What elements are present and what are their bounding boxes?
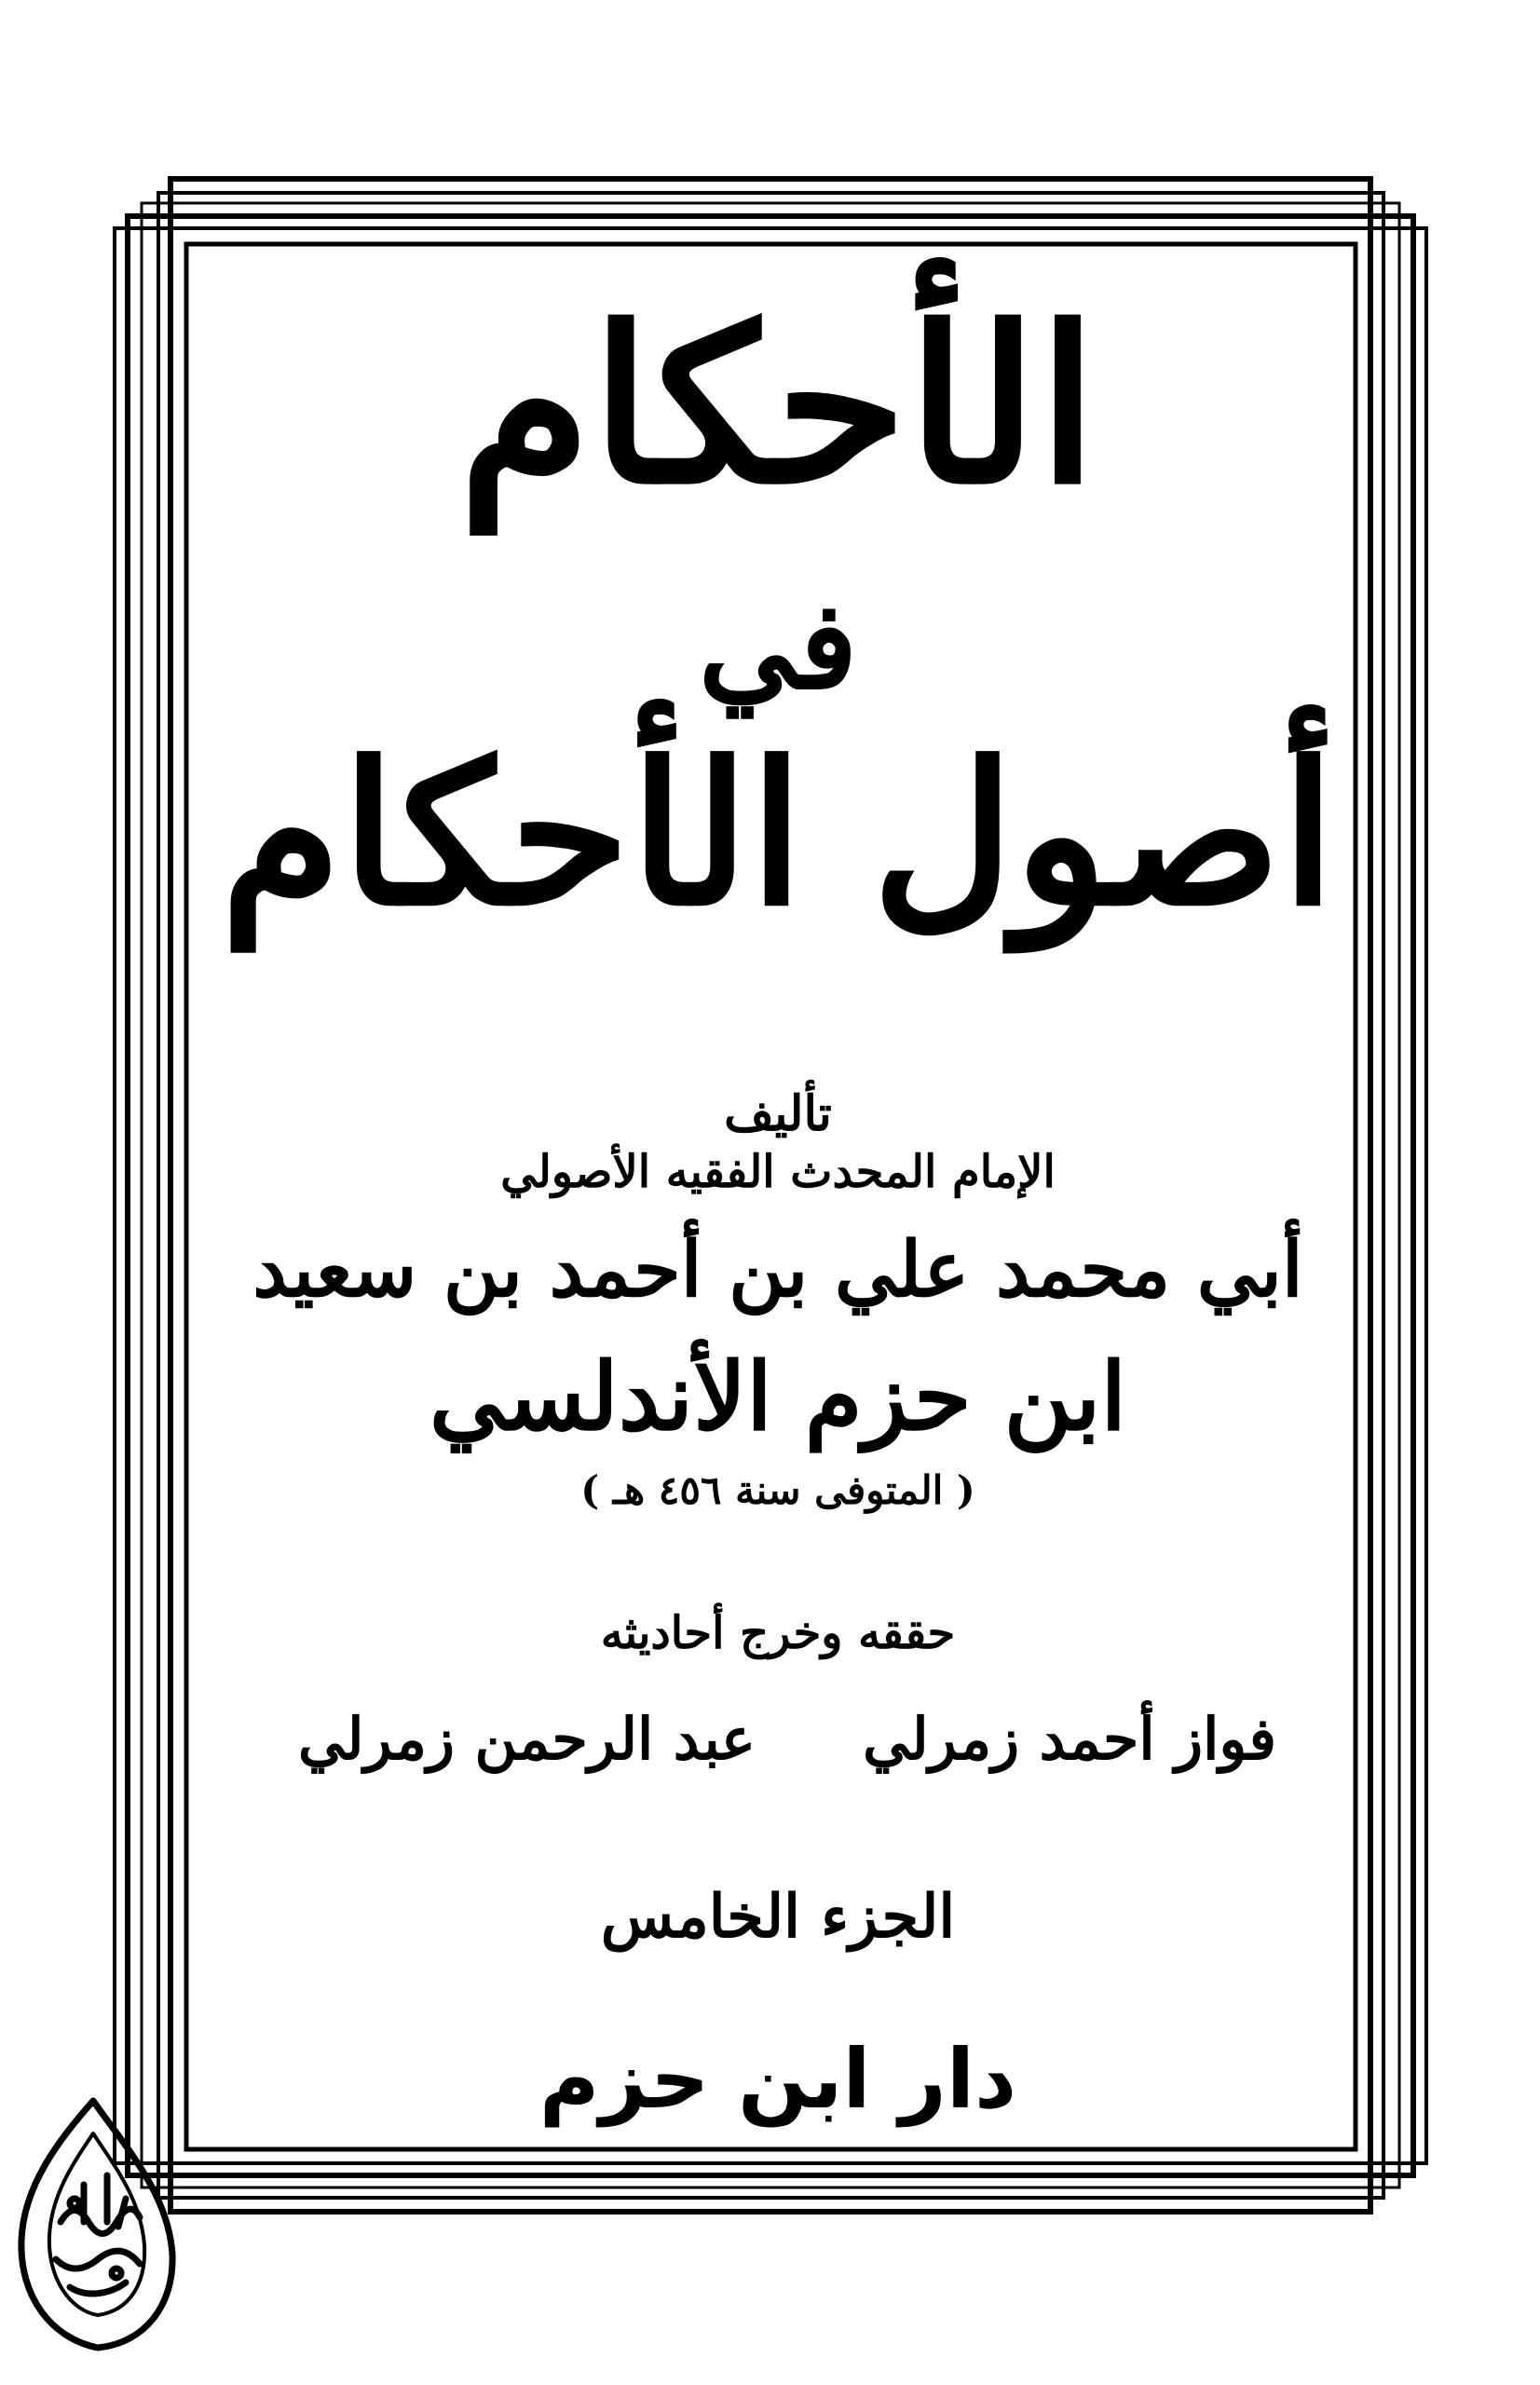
book-title-main: الأحكام	[458, 280, 1097, 532]
authored-by-label: تأليف	[724, 1085, 832, 1142]
book-title-subtitle: أصول الأحكام	[220, 719, 1336, 949]
verified-by-label: حققه وخرج أحاديثه	[600, 1607, 956, 1659]
title-page	[177, 233, 1379, 2143]
calligraphy-seal-stamp	[5, 2082, 186, 2362]
editor-name: فواز أحمد زمرلي	[863, 1705, 1276, 1773]
publisher-name: دار ابن حزم	[538, 2031, 1017, 2127]
author-name-line-1: أبي محمد علي بن أحمد بن سعيد	[252, 1225, 1303, 1315]
editor-name: عبد الرحمن زمرلي	[298, 1705, 756, 1773]
author-death-date: ( المتوفى سنة ٤٥٦ هـ )	[580, 1467, 975, 1513]
book-title-connector: في	[698, 574, 858, 716]
author-name-line-2: ابن حزم الأندلسي	[429, 1342, 1127, 1451]
volume-label: الجزء الخامس	[600, 1882, 956, 1952]
editors-row	[177, 1705, 1379, 1807]
author-honorific: الإمام المحدث الفقيه الأصولي	[500, 1146, 1056, 1198]
